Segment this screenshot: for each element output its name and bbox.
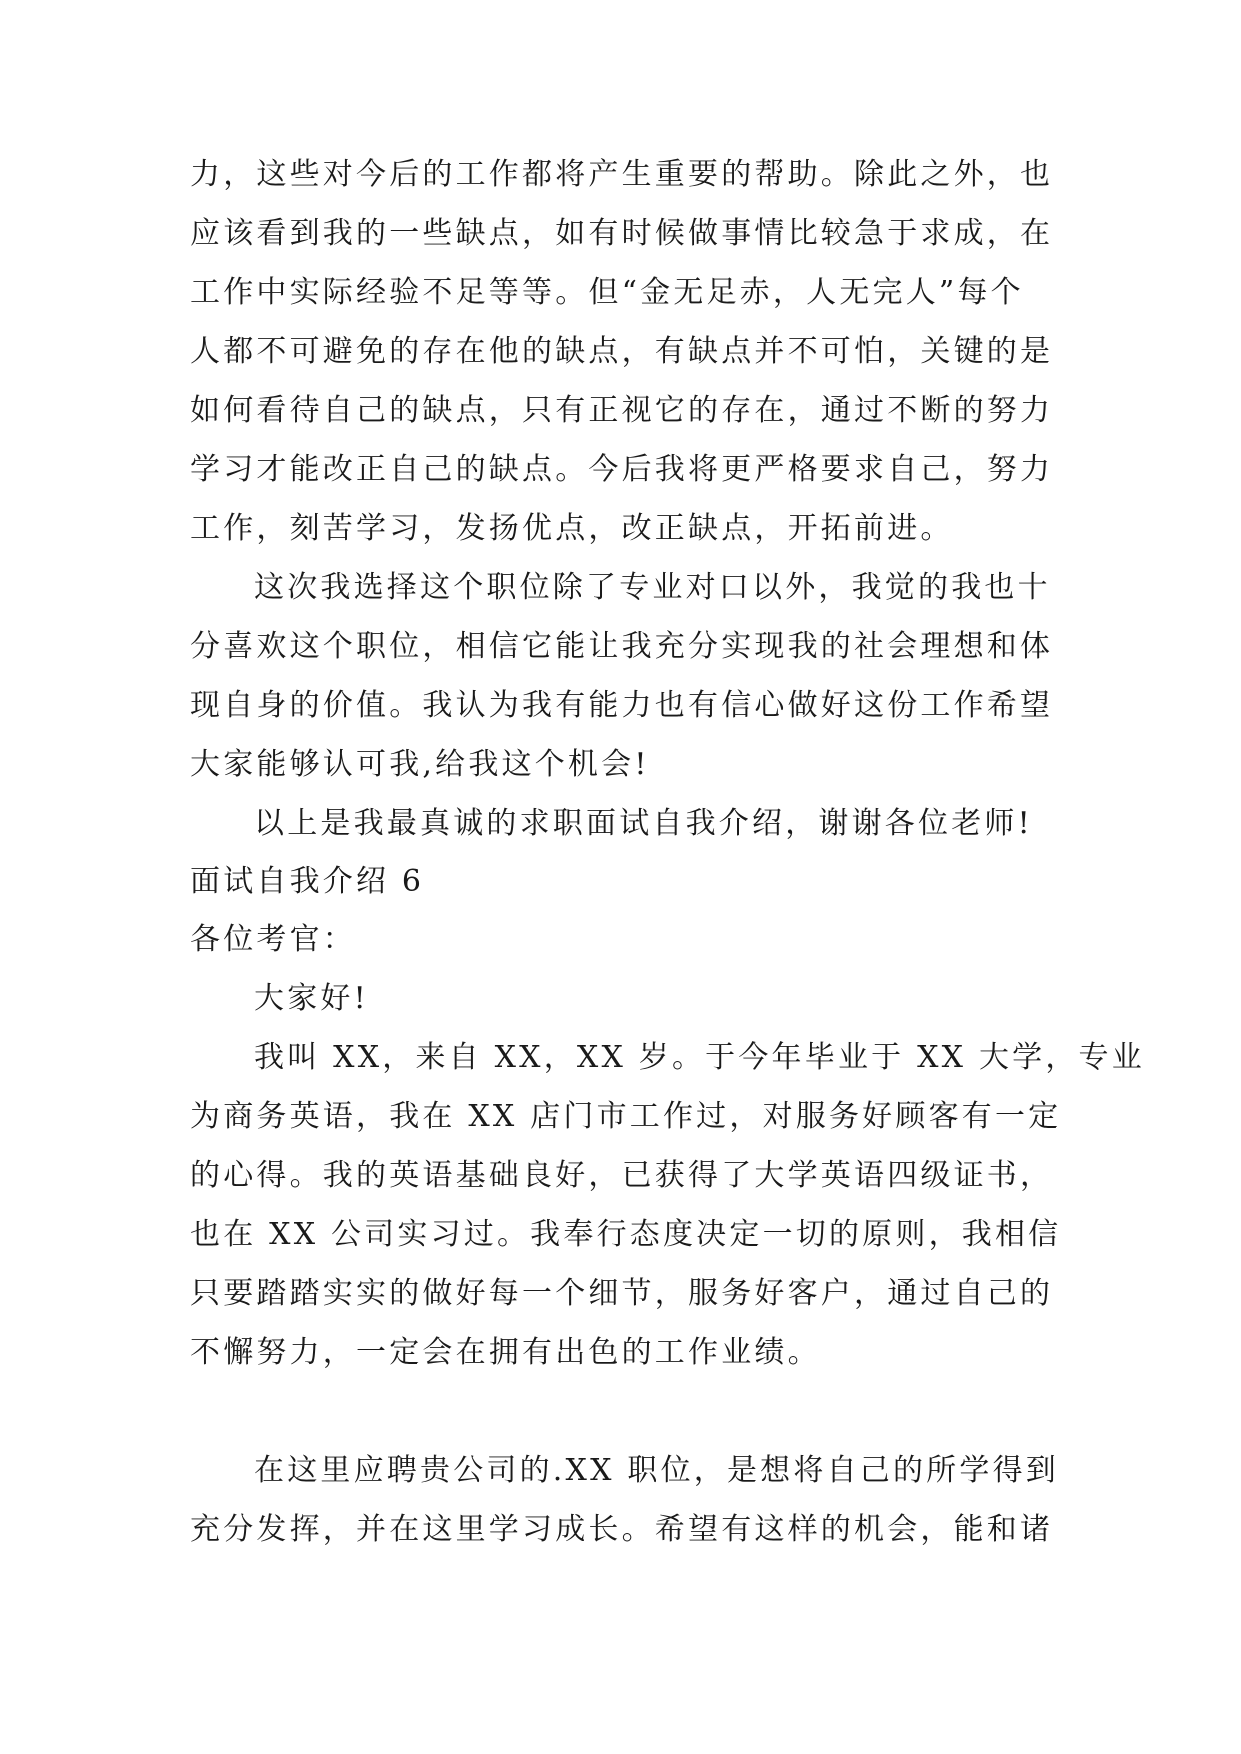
paragraph-line: 工作中实际经验不足等等。但“金无足赤，人无完人”每个 [190, 275, 1024, 310]
paragraph-line: 如何看待自己的缺点，只有正视它的存在，通过不断的努力 [190, 393, 1054, 428]
paragraph-line: 在这里应聘贵公司的.XX 职位，是想将自己的所学得到 [254, 1453, 1059, 1488]
paragraph-line: 我叫 XX，来自 XX，XX 岁。于今年毕业于 XX 大学，专业 [254, 1040, 1145, 1075]
paragraph-line: 工作，刻苦学习，发扬优点，改正缺点，开拓前进。 [190, 511, 954, 546]
paragraph-line: 大家能够认可我,给我这个机会! [190, 747, 650, 782]
paragraph-line: 力，这些对今后的工作都将产生重要的帮助。除此之外，也 [190, 157, 1054, 192]
paragraph-line: 为商务英语，我在 XX 店门市工作过，对服务好顾客有一定 [190, 1099, 1062, 1134]
paragraph-line: 不懈努力，一定会在拥有出色的工作业绩。 [190, 1335, 821, 1370]
paragraph-line: 只要踏踏实实的做好每一个细节，服务好客户，通过自己的 [190, 1276, 1054, 1311]
greeting: 大家好! [254, 981, 369, 1016]
paragraph-line: 充分发挥，并在这里学习成长。希望有这样的机会，能和诸 [190, 1512, 1054, 1547]
section-heading: 面试自我介绍 6 [190, 864, 425, 899]
paragraph-line: 以上是我最真诚的求职面试自我介绍，谢谢各位老师! [254, 806, 1033, 841]
paragraph-line: 这次我选择这个职位除了专业对口以外，我觉的我也十 [254, 570, 1051, 605]
paragraph-line: 分喜欢这个职位，相信它能让我充分实现我的社会理想和体 [190, 629, 1054, 664]
paragraph-line: 学习才能改正自己的缺点。今后我将更严格要求自己，努力 [190, 452, 1054, 487]
salutation: 各位考官： [190, 922, 356, 957]
paragraph-line: 也在 XX 公司实习过。我奉行态度决定一切的原则，我相信 [190, 1217, 1062, 1252]
paragraph-line: 的心得。我的英语基础良好，已获得了大学英语四级证书， [190, 1158, 1054, 1193]
paragraph-line: 人都不可避免的存在他的缺点，有缺点并不可怕，关键的是 [190, 334, 1054, 369]
paragraph-line: 应该看到我的一些缺点，如有时候做事情比较急于求成，在 [190, 216, 1054, 251]
paragraph-line: 现自身的价值。我认为我有能力也有信心做好这份工作希望 [190, 688, 1054, 723]
